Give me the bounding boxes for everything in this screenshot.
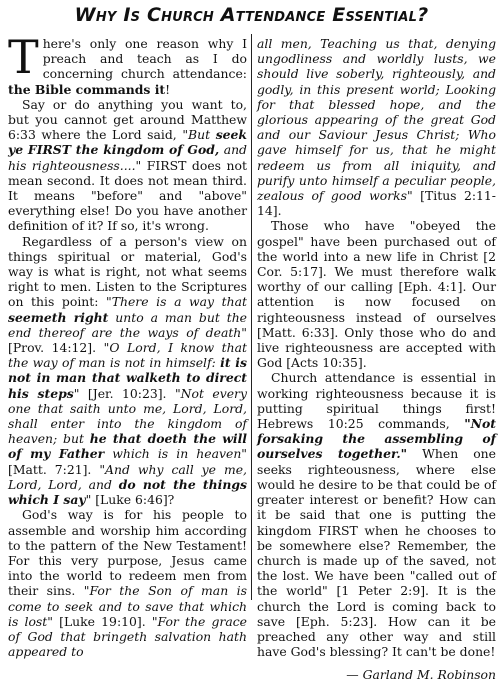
- right-column: [257, 36, 496, 683]
- paragraph: God's way is for his people to assemble and worship him according to the pattern of the New Testament! For this very purpose, Jesus came into the world to redeem men from their sins. "For the Son of man is come to seek and to save that which is lost" [Luke 19:10]. "For the grace of God that bringeth salvation hath appeared to: [8, 507, 247, 660]
- left-column: [8, 30, 248, 660]
- drop-cap: T: [8, 30, 39, 84]
- column-divider: [251, 34, 252, 600]
- paragraph: Church attendance is essential in working righteousness because it is putting spiritual things first! Hebrews 10:25 commands, "Not forsaking the assembling of ourselves together." When one seeks righteousness, where else would he desire to be that could be of greater interest or benefit? How can it be said that one is putting the kingdom FIRST when he chooses to be somewhere else? Remember, the church is made up of the saved, not the lost. We have been "called out of the world" [1 Peter 2:9]. It is the church the Lord is coming back to save [Eph. 5:23]. How can it be preached any other way and still have God's blessing? It can't be done!: [257, 370, 496, 660]
- paragraph: There's only one reason why I preach and teach as I do concerning church attendance: the Bible commands it!: [8, 30, 247, 97]
- article-title: Why Is Church Attendance Essential?: [74, 4, 429, 26]
- paragraph: Regardless of a person's view on things spiritual or material, God's way is what is right, not what seems right to men. Listen to the Scriptures on this point: "There is a way that seemeth right unto a man but the end thereof are the ways of death" [Prov. 14:12]. "O Lord, I know that the way of man is not in himself: it is not in man that walketh to direct his steps" [Jer. 10:23]. "Not every one that saith unto me, Lord, Lord, shall enter into the kingdom of heaven; but he that doeth the will of my Father which is in heaven" [Matt. 7:21]. "And why call ye me, Lord, Lord, and do not the things which I say" [Luke 6:46]?: [8, 233, 248, 508]
- paragraph: Those who have "obeyed the gospel" have been purchased out of the world into a new life in Christ [2 Cor. 5:17]. We must therefore walk worthy of our calling [Eph. 4:1]. Our attention is now focused on righteousness instead of ourselves [Matt. 6:33]. Only those who do and live righteousness are accepted with God [Acts 10:35].: [257, 218, 496, 371]
- author-signature: — Garland M. Robinson: [346, 667, 496, 683]
- paragraph: Say or do anything you want to, but you cannot get around Matthew 6:33 where the Lord said, "But seek ye FIRST the kingdom of God, and his righteousness...." FIRST does not mean second. It does not mean third. It means "before" and "above" everything else! Do you have another definition of it? If so, it's wrong.: [8, 96, 248, 234]
- paragraph: all men, Teaching us that, denying ungodliness and worldly lusts, we should live soberly, righteously, and godly, in this present world; Looking for that blessed hope, and the glorious appearing of the great God and our Saviour Jesus Christ; Who gave himself for us, that he might redeem us from all iniquity, and purify unto himself a peculiar people, zealous of good works" [Titus 2:11-14].: [257, 36, 496, 219]
